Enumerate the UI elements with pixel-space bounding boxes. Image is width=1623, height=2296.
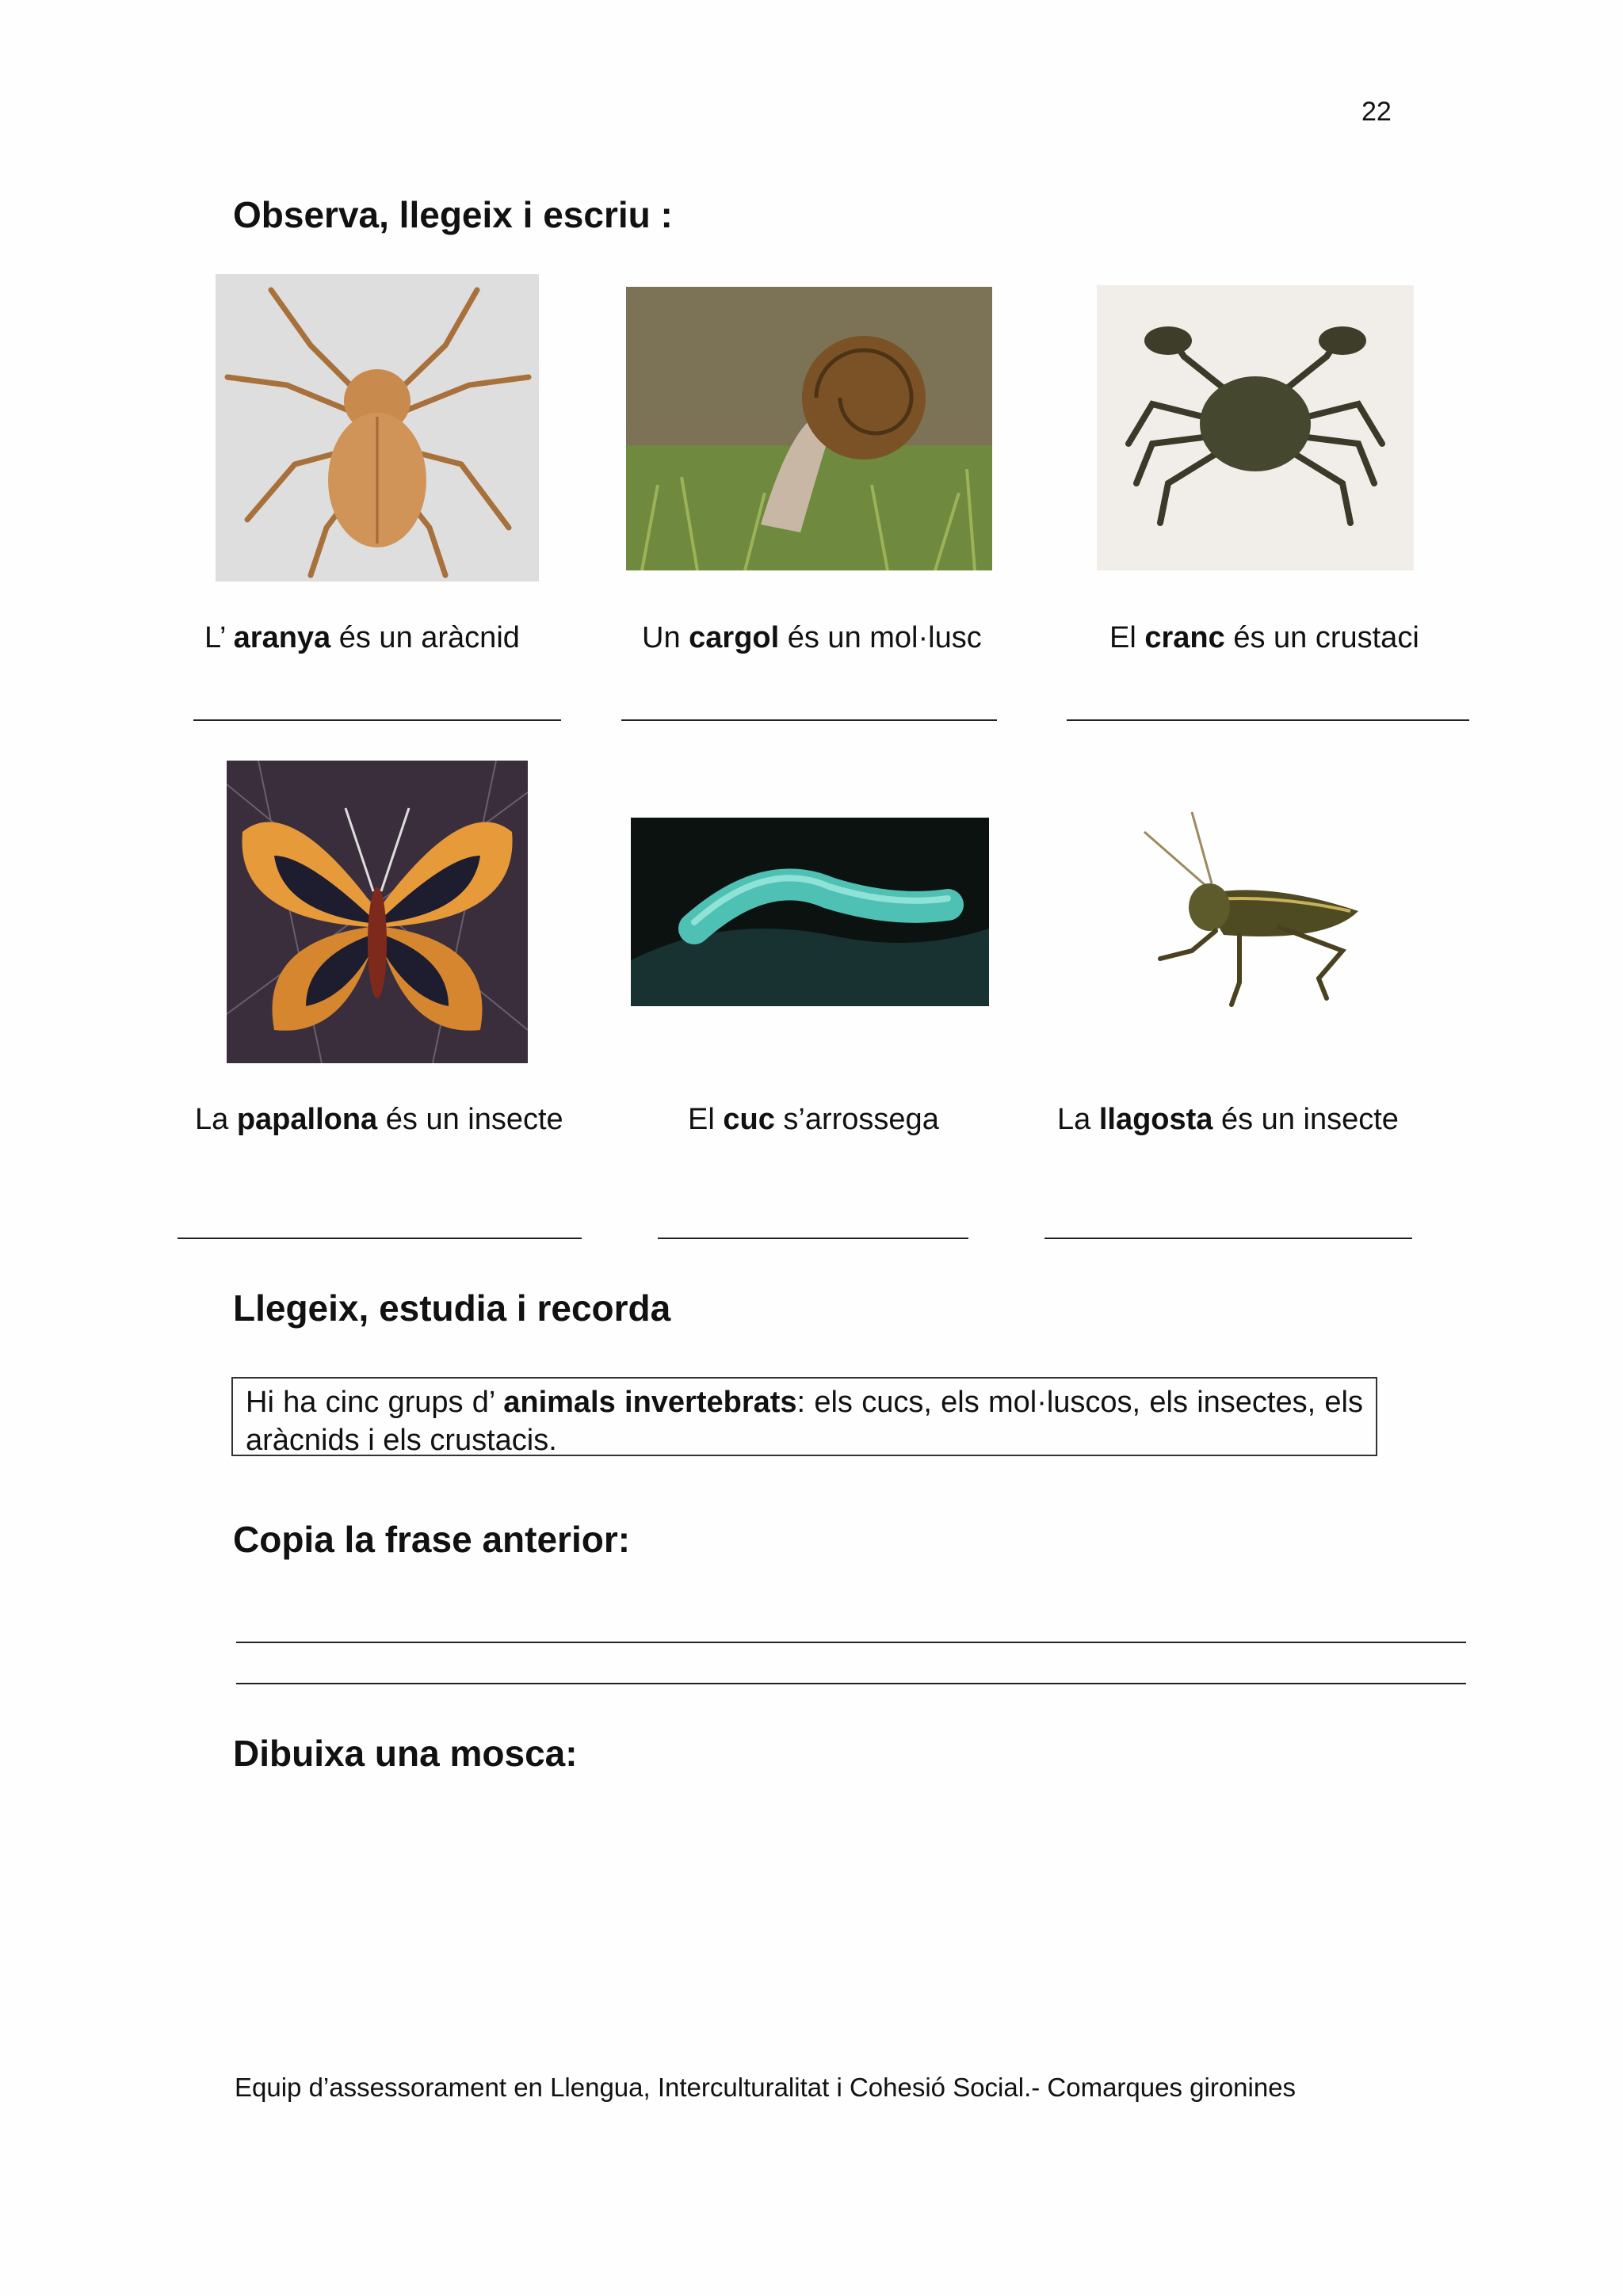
writing-line-caterpillar[interactable] [658,1238,968,1239]
heading-copy: Copia la frase anterior: [233,1519,631,1560]
caption-caterpillar: El cuc s’arrossega [688,1103,939,1136]
page-number: 22 [1361,97,1392,127]
snail-photo [626,287,992,570]
caption-butterfly: La papallona és un insecte [195,1103,563,1136]
grasshopper-photo [1121,800,1390,1030]
heading-observe: Observa, llegeix i escriu : [233,194,673,235]
heading-draw: Dibuixa una mosca: [233,1733,578,1774]
writing-line-snail[interactable] [621,719,997,721]
crab-photo [1097,285,1414,570]
caption-crab: El cranc és un crustaci [1109,621,1419,654]
caterpillar-photo [631,818,989,1006]
writing-line-grasshopper[interactable] [1044,1238,1412,1239]
writing-line-butterfly[interactable] [178,1238,582,1239]
footer: Equip d’assessorament en Llengua, Interculturalitat i Cohesió Social.- Comarques gironines [235,2073,1296,2102]
writing-line-spider[interactable] [193,719,561,721]
copy-line-2[interactable] [236,1683,1466,1684]
drawing-area[interactable] [233,1798,1461,2036]
caption-spider: L’ aranya és un aràcnid [204,621,520,654]
caption-grasshopper: La llagosta és un insecte [1057,1103,1399,1136]
info-box: Hi ha cinc grups d’ animals invertebrats: els cucs, els mol·luscos, els insectes, els aràcnids i els crustacis. [231,1377,1377,1456]
spider-photo [216,274,539,582]
heading-study: Llegeix, estudia i recorda [233,1287,671,1329]
writing-line-crab[interactable] [1067,719,1469,721]
caption-snail: Un cargol és un mol·lusc [642,621,982,654]
butterfly-photo [227,761,528,1063]
copy-line-1[interactable] [236,1642,1466,1643]
